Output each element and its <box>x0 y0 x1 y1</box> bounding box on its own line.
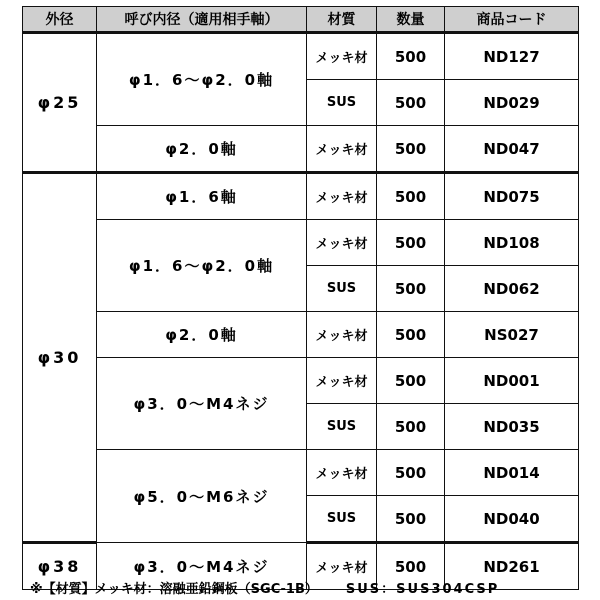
table-row <box>23 126 579 173</box>
table-body <box>23 33 579 590</box>
outer-diameter-cell: φ30 <box>23 173 97 543</box>
quantity-cell: 500 <box>377 496 445 543</box>
header-product-code: 商品コード <box>445 7 579 33</box>
material-cell: メッキ材 <box>307 220 377 266</box>
header-row <box>23 7 579 33</box>
product-code-cell: ND014 <box>445 450 579 496</box>
material-cell: SUS <box>307 80 377 126</box>
quantity-cell: 500 <box>377 358 445 404</box>
table-row <box>23 312 579 358</box>
product-code-cell: NS027 <box>445 312 579 358</box>
product-code-cell: ND127 <box>445 33 579 80</box>
product-code-cell: ND062 <box>445 266 579 312</box>
material-cell: メッキ材 <box>307 358 377 404</box>
quantity-cell: 500 <box>377 173 445 220</box>
inner-diameter-cell: φ3．0～M4ネジ <box>97 358 307 450</box>
table-row <box>23 33 579 80</box>
outer-diameter-cell: φ38 <box>23 543 97 590</box>
footnote-mark: ※ <box>30 582 43 597</box>
material-cell: SUS <box>307 266 377 312</box>
product-code-cell: ND029 <box>445 80 579 126</box>
quantity-cell: 500 <box>377 220 445 266</box>
inner-diameter-cell: φ1．6軸 <box>97 173 307 220</box>
material-cell: SUS <box>307 404 377 450</box>
footnote-sus: SUS：SUS304CSP <box>345 582 500 597</box>
quantity-cell: 500 <box>377 312 445 358</box>
quantity-cell: 500 <box>377 543 445 590</box>
quantity-cell: 500 <box>377 266 445 312</box>
footnote-plated: メッキ材：溶融亜鉛鋼板（SGC-1B） <box>94 582 318 597</box>
product-code-cell: ND261 <box>445 543 579 590</box>
material-cell: メッキ材 <box>307 312 377 358</box>
table-row <box>23 450 579 496</box>
header-quantity: 数量 <box>377 7 445 33</box>
quantity-cell: 500 <box>377 33 445 80</box>
material-cell: メッキ材 <box>307 450 377 496</box>
table-row <box>23 358 579 404</box>
product-code-cell: ND108 <box>445 220 579 266</box>
product-code-cell: ND075 <box>445 173 579 220</box>
quantity-cell: 500 <box>377 80 445 126</box>
material-cell: メッキ材 <box>307 173 377 220</box>
table-row <box>23 173 579 220</box>
quantity-cell: 500 <box>377 404 445 450</box>
inner-diameter-cell: φ1．6～φ2．0軸 <box>97 33 307 126</box>
spec-table <box>22 6 579 590</box>
header-inner-diameter: 呼び内径（適用相手軸） <box>97 7 307 33</box>
footnote-label: 【材質】 <box>42 582 95 597</box>
material-cell: メッキ材 <box>307 543 377 590</box>
table-row <box>23 220 579 266</box>
quantity-cell: 500 <box>377 126 445 173</box>
material-cell: メッキ材 <box>307 126 377 173</box>
material-cell: SUS <box>307 496 377 543</box>
header-material: 材質 <box>307 7 377 33</box>
outer-diameter-cell: φ25 <box>23 33 97 173</box>
header-outer-diameter: 外径 <box>23 7 97 33</box>
inner-diameter-cell: φ3．0～M4ネジ <box>97 543 307 590</box>
product-code-cell: ND035 <box>445 404 579 450</box>
inner-diameter-cell: φ2．0軸 <box>97 312 307 358</box>
inner-diameter-cell: φ5．0～M6ネジ <box>97 450 307 543</box>
inner-diameter-cell: φ1．6～φ2．0軸 <box>97 220 307 312</box>
product-code-cell: ND040 <box>445 496 579 543</box>
inner-diameter-cell: φ2．0軸 <box>97 126 307 173</box>
material-cell: メッキ材 <box>307 33 377 80</box>
material-footnote <box>30 578 499 597</box>
quantity-cell: 500 <box>377 450 445 496</box>
product-code-cell: ND047 <box>445 126 579 173</box>
product-code-cell: ND001 <box>445 358 579 404</box>
